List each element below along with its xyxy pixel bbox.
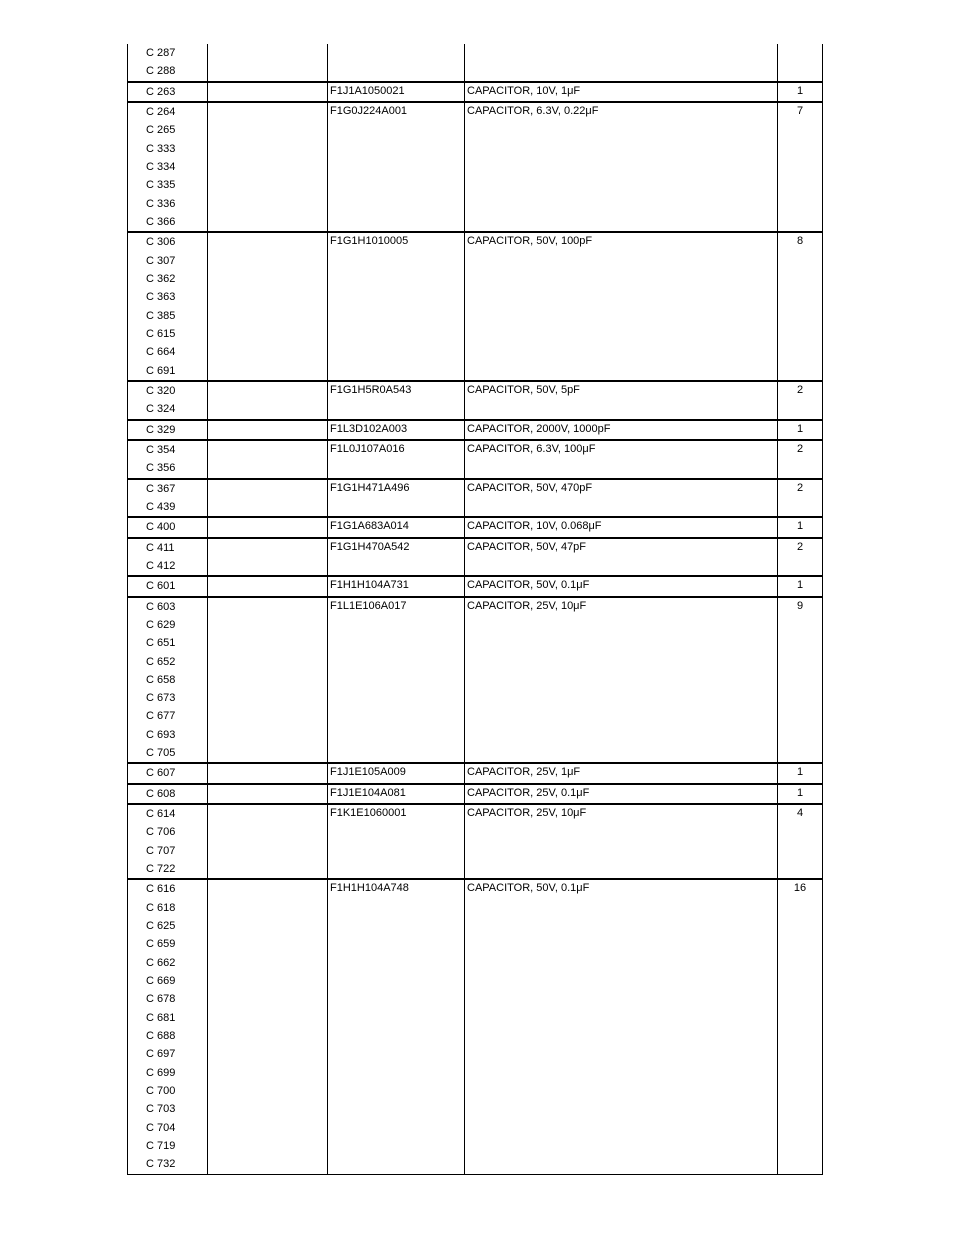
reference-designator: C 439 xyxy=(146,500,176,513)
description-cell xyxy=(465,232,778,381)
quantity-cell xyxy=(778,597,823,764)
table-row xyxy=(128,538,823,577)
reference-designator: C 662 xyxy=(146,956,176,969)
description: CAPACITOR, 25V, 1μF xyxy=(467,766,581,779)
part-number xyxy=(328,44,464,62)
reference-cell xyxy=(128,82,208,102)
part-number-cell xyxy=(328,440,465,479)
reference-designator: C 732 xyxy=(146,1158,176,1171)
part-number: F1J1E105A009 xyxy=(330,766,406,779)
reference-cell xyxy=(128,763,208,783)
part-number-cell xyxy=(328,82,465,102)
reference-designator: C 412 xyxy=(146,559,176,572)
part-number-cell xyxy=(328,479,465,518)
reference-designator: C 354 xyxy=(146,443,176,456)
quantity: 2 xyxy=(796,540,804,553)
reference-cell xyxy=(128,44,208,82)
part-number: F1G1H5R0A543 xyxy=(330,383,412,396)
quantity-cell xyxy=(778,381,823,420)
description-cell xyxy=(465,381,778,420)
description: CAPACITOR, 10V, 1μF xyxy=(467,84,581,97)
reference-cell xyxy=(128,804,208,879)
empty-cell xyxy=(208,440,328,479)
reference-designator: C 652 xyxy=(146,655,176,668)
description: CAPACITOR, 10V, 0.068μF xyxy=(467,520,602,533)
part-number-cell xyxy=(328,232,465,381)
reference-designator: C 363 xyxy=(146,291,176,304)
reference-designator: C 333 xyxy=(146,142,176,155)
empty-cell xyxy=(208,420,328,440)
reference-designator: C 677 xyxy=(146,710,176,723)
table-row xyxy=(128,804,823,879)
part-number: F1G1H470A542 xyxy=(330,540,410,553)
empty-cell xyxy=(208,44,328,82)
reference-designator: C 362 xyxy=(146,272,176,285)
reference-designator: C 722 xyxy=(146,863,176,876)
reference-designator: C 334 xyxy=(146,160,176,173)
quantity: 1 xyxy=(796,766,804,779)
reference-cell xyxy=(128,879,208,1174)
description: CAPACITOR, 6.3V, 100μF xyxy=(467,442,596,455)
reference-designator: C 324 xyxy=(146,403,176,416)
reference-designator: C 618 xyxy=(146,901,176,914)
empty-cell xyxy=(208,804,328,879)
description: CAPACITOR, 50V, 0.1μF xyxy=(467,579,590,592)
reference-designator: C 688 xyxy=(146,1030,176,1043)
quantity-cell xyxy=(778,879,823,1174)
description-cell xyxy=(465,597,778,764)
reference-designator: C 678 xyxy=(146,993,176,1006)
reference-cell xyxy=(128,479,208,518)
empty-cell xyxy=(208,82,328,102)
description: CAPACITOR, 25V, 10μF xyxy=(467,599,587,612)
part-number: F1G1H471A496 xyxy=(330,481,410,494)
part-number: F1L1E106A017 xyxy=(330,599,407,612)
reference-designator: C 693 xyxy=(146,728,176,741)
reference-cell xyxy=(128,576,208,596)
reference-designator: C 411 xyxy=(146,541,175,554)
reference-designator: C 703 xyxy=(146,1103,176,1116)
quantity-cell xyxy=(778,479,823,518)
part-number: F1G0J224A001 xyxy=(330,104,408,117)
reference-designator: C 320 xyxy=(146,384,176,397)
table-row xyxy=(128,44,823,82)
quantity: 2 xyxy=(796,481,804,494)
quantity: 1 xyxy=(796,579,804,592)
reference-designator: C 264 xyxy=(146,105,176,118)
reference-cell xyxy=(128,232,208,381)
reference-designator: C 664 xyxy=(146,346,176,359)
description-cell xyxy=(465,420,778,440)
reference-designator: C 287 xyxy=(146,47,176,59)
quantity-cell xyxy=(778,804,823,879)
reference-cell xyxy=(128,440,208,479)
reference-cell xyxy=(128,517,208,537)
reference-designator: C 704 xyxy=(146,1121,176,1134)
quantity-cell xyxy=(778,576,823,596)
quantity-cell xyxy=(778,102,823,232)
reference-designator: C 601 xyxy=(146,580,176,593)
part-number-cell xyxy=(328,538,465,577)
table-row xyxy=(128,479,823,518)
description-cell xyxy=(465,44,778,82)
description: CAPACITOR, 2000V, 1000pF xyxy=(467,422,611,435)
part-number: F1G1A683A014 xyxy=(330,520,409,533)
quantity: 2 xyxy=(796,383,804,396)
description: CAPACITOR, 25V, 10μF xyxy=(467,807,587,820)
reference-designator: C 629 xyxy=(146,618,176,631)
description: CAPACITOR, 50V, 47pF xyxy=(467,540,587,553)
table-row xyxy=(128,576,823,596)
reference-designator: C 705 xyxy=(146,747,176,760)
part-number-cell xyxy=(328,879,465,1174)
quantity-cell xyxy=(778,420,823,440)
reference-designator: C 385 xyxy=(146,309,176,322)
quantity-cell xyxy=(778,82,823,102)
description: CAPACITOR, 6.3V, 0.22μF xyxy=(467,104,599,117)
description-cell xyxy=(465,879,778,1174)
description-cell xyxy=(465,479,778,518)
reference-designator: C 329 xyxy=(146,423,176,436)
table-row xyxy=(128,232,823,381)
reference-designator: C 658 xyxy=(146,673,176,686)
quantity-cell xyxy=(778,784,823,804)
empty-cell xyxy=(208,597,328,764)
table-row xyxy=(128,420,823,440)
parts-list-body xyxy=(128,44,823,1174)
quantity-cell xyxy=(778,44,823,82)
quantity: 1 xyxy=(796,520,804,533)
reference-designator: C 669 xyxy=(146,975,176,988)
quantity-cell xyxy=(778,517,823,537)
part-number-cell xyxy=(328,763,465,783)
table-row xyxy=(128,784,823,804)
description: CAPACITOR, 50V, 5pF xyxy=(467,383,580,396)
reference-cell xyxy=(128,102,208,232)
table-row xyxy=(128,879,823,1174)
reference-designator: C 400 xyxy=(146,521,176,534)
quantity: 8 xyxy=(796,235,804,248)
reference-designator: C 614 xyxy=(146,808,176,821)
reference-designator: C 651 xyxy=(146,637,176,650)
part-number-cell xyxy=(328,597,465,764)
empty-cell xyxy=(208,538,328,577)
description-cell xyxy=(465,82,778,102)
description-cell xyxy=(465,440,778,479)
empty-cell xyxy=(208,232,328,381)
reference-designator: C 366 xyxy=(146,215,176,228)
part-number-cell xyxy=(328,102,465,232)
reference-designator: C 625 xyxy=(146,920,176,933)
part-number: F1K1E1060001 xyxy=(330,807,407,820)
part-number: F1L0J107A016 xyxy=(330,442,405,455)
reference-designator: C 288 xyxy=(146,65,176,78)
part-number: F1J1A1050021 xyxy=(330,84,405,97)
empty-cell xyxy=(208,763,328,783)
quantity: 16 xyxy=(793,882,807,895)
reference-designator: C 607 xyxy=(146,767,176,780)
quantity xyxy=(778,44,822,62)
quantity-cell xyxy=(778,440,823,479)
part-number: F1L3D102A003 xyxy=(330,422,408,435)
description-cell xyxy=(465,784,778,804)
reference-designator: C 673 xyxy=(146,692,176,705)
reference-designator: C 306 xyxy=(146,236,176,249)
reference-cell xyxy=(128,784,208,804)
parts-list-table xyxy=(127,44,823,1175)
empty-cell xyxy=(208,576,328,596)
empty-cell xyxy=(208,479,328,518)
reference-designator: C 719 xyxy=(146,1140,176,1153)
description: CAPACITOR, 50V, 0.1μF xyxy=(467,882,590,895)
part-number: F1G1H1010005 xyxy=(330,235,409,248)
part-number-cell xyxy=(328,576,465,596)
empty-cell xyxy=(208,879,328,1174)
table-row xyxy=(128,763,823,783)
quantity: 1 xyxy=(796,422,804,435)
reference-designator: C 615 xyxy=(146,327,176,340)
empty-cell xyxy=(208,517,328,537)
reference-designator: C 263 xyxy=(146,85,176,98)
description: CAPACITOR, 50V, 470pF xyxy=(467,481,593,494)
reference-designator: C 307 xyxy=(146,254,176,267)
quantity: 1 xyxy=(796,84,804,97)
part-number: F1H1H104A748 xyxy=(330,882,409,895)
quantity: 9 xyxy=(796,599,804,612)
part-number-cell xyxy=(328,804,465,879)
reference-designator: C 335 xyxy=(146,179,176,192)
reference-designator: C 691 xyxy=(146,364,176,377)
description-cell xyxy=(465,538,778,577)
description: CAPACITOR, 25V, 0.1μF xyxy=(467,786,590,799)
reference-designator: C 707 xyxy=(146,844,176,857)
part-number-cell xyxy=(328,44,465,82)
table-row xyxy=(128,597,823,764)
table-row xyxy=(128,102,823,232)
description xyxy=(465,44,777,62)
reference-designator: C 356 xyxy=(146,462,176,475)
reference-designator: C 706 xyxy=(146,826,176,839)
quantity-cell xyxy=(778,763,823,783)
quantity-cell xyxy=(778,232,823,381)
quantity: 4 xyxy=(796,807,804,820)
reference-designator: C 697 xyxy=(146,1048,176,1061)
reference-designator: C 699 xyxy=(146,1066,176,1079)
reference-cell xyxy=(128,597,208,764)
reference-designator: C 265 xyxy=(146,124,176,137)
table-row xyxy=(128,381,823,420)
part-number: F1J1E104A081 xyxy=(330,786,406,799)
reference-designator: C 367 xyxy=(146,482,176,495)
description-cell xyxy=(465,517,778,537)
part-number: F1H1H104A731 xyxy=(330,579,409,592)
quantity-cell xyxy=(778,538,823,577)
reference-cell xyxy=(128,420,208,440)
description: CAPACITOR, 50V, 100pF xyxy=(467,235,593,248)
reference-cell xyxy=(128,538,208,577)
reference-designator: C 700 xyxy=(146,1085,176,1098)
reference-designator: C 603 xyxy=(146,600,176,613)
description-cell xyxy=(465,763,778,783)
quantity: 1 xyxy=(796,786,804,799)
quantity: 7 xyxy=(796,104,804,117)
reference-designator: C 336 xyxy=(146,197,176,210)
description-cell xyxy=(465,102,778,232)
reference-designator: C 681 xyxy=(146,1011,176,1024)
table-row xyxy=(128,517,823,537)
empty-cell xyxy=(208,102,328,232)
quantity: 2 xyxy=(796,442,804,455)
reference-designator: C 616 xyxy=(146,883,176,896)
reference-designator: C 659 xyxy=(146,938,176,951)
table-row xyxy=(128,440,823,479)
part-number-cell xyxy=(328,517,465,537)
reference-designator: C 608 xyxy=(146,787,176,800)
part-number-cell xyxy=(328,381,465,420)
description-cell xyxy=(465,804,778,879)
empty-cell xyxy=(208,381,328,420)
empty-cell xyxy=(208,784,328,804)
description-cell xyxy=(465,576,778,596)
part-number-cell xyxy=(328,784,465,804)
reference-cell xyxy=(128,381,208,420)
table-row xyxy=(128,82,823,102)
part-number-cell xyxy=(328,420,465,440)
